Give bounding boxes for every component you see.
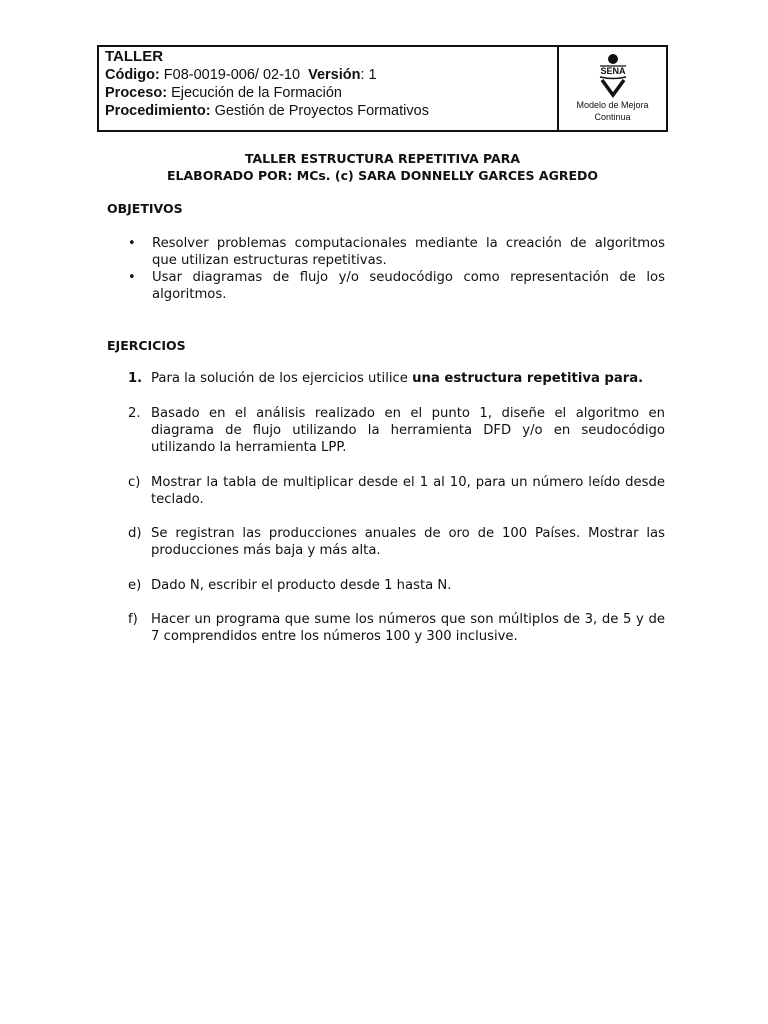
ejercicio-number: 1. bbox=[128, 371, 143, 386]
ejercicios-heading: EJERCICIOS bbox=[107, 338, 186, 353]
bullet-icon: • bbox=[128, 270, 136, 285]
procedimiento-value: Gestión de Proyectos Formativos bbox=[210, 103, 429, 119]
ejercicio-emphasis: una estructura repetitiva para. bbox=[412, 371, 644, 386]
ejercicio-item bbox=[128, 525, 665, 559]
proceso-value: Ejecución de la Formación bbox=[167, 85, 342, 101]
ejercicio-text: Para la solución de los ejercicios utilice una estructura repetitiva para. bbox=[151, 371, 644, 386]
version-value: : 1 bbox=[360, 67, 377, 83]
ejercicio-item bbox=[128, 577, 665, 594]
ejercicio-number: 2. bbox=[128, 406, 141, 421]
ejercicio-number: d) bbox=[128, 526, 142, 541]
objetivos-heading: OBJETIVOS bbox=[107, 201, 183, 216]
header-info bbox=[99, 47, 559, 130]
codigo-label: Código: bbox=[105, 67, 160, 83]
ejercicio-text: Basado en el análisis realizado en el punto 1, diseñe el algoritmo en diagrama de flujo utilizando la herramienta DFD y/o en seudocódigo utilizando la herramienta LPP. bbox=[151, 406, 665, 455]
objetivo-item bbox=[128, 235, 665, 269]
logo-cell bbox=[559, 47, 666, 130]
objetivo-item bbox=[128, 269, 665, 303]
document-title bbox=[97, 150, 668, 184]
ejercicio-number: f) bbox=[128, 612, 138, 627]
ejercicio-item bbox=[128, 474, 665, 508]
procedimiento-label: Procedimiento: bbox=[105, 103, 211, 119]
objetivo-text: Usar diagramas de flujo y/o seudocódigo como representación de los algoritmos. bbox=[152, 270, 665, 302]
codigo-value: F08-0019-006/ 02-10 bbox=[159, 67, 301, 83]
ejercicio-text: Hacer un programa que sume los números que son múltiplos de 3, de 5 y de 7 comprendidos entre los números 100 y 300 inclusive. bbox=[151, 612, 665, 644]
ejercicio-number: c) bbox=[128, 475, 141, 490]
ejercicio-text: Dado N, escribir el producto desde 1 hasta N. bbox=[151, 578, 452, 593]
title-line-1: TALLER ESTRUCTURA REPETITIVA PARA bbox=[244, 151, 521, 166]
sena-logo-icon bbox=[588, 50, 638, 98]
ejercicio-item bbox=[128, 370, 665, 387]
logo-caption-line-1: Modelo de Mejora bbox=[576, 100, 649, 110]
ejercicio-item bbox=[128, 405, 665, 456]
ejercicio-text: Mostrar la tabla de multiplicar desde el 1 al 10, para un número leído desde teclado. bbox=[151, 475, 665, 507]
logo-caption-line-2: Continua bbox=[594, 112, 631, 122]
ejercicio-number: e) bbox=[128, 578, 142, 593]
ejercicio-text: Se registran las producciones anuales de oro de 100 Países. Mostrar las producciones más baja y más alta. bbox=[151, 526, 665, 558]
objetivo-text: Resolver problemas computacionales mediante la creación de algoritmos que utilizan estructuras repetitivas. bbox=[152, 236, 665, 268]
bullet-icon: • bbox=[128, 236, 136, 251]
title-line-2: ELABORADO POR: MCs. (c) SARA DONNELLY GARCES AGREDO bbox=[167, 168, 598, 183]
procedimiento-row bbox=[105, 102, 551, 120]
proceso-row bbox=[105, 84, 551, 102]
ejercicio-item bbox=[128, 611, 665, 645]
codigo-row bbox=[105, 66, 551, 84]
logo-caption bbox=[576, 99, 648, 123]
svg-text:SENA: SENA bbox=[599, 66, 626, 76]
header-title: TALLER bbox=[105, 48, 164, 65]
proceso-label: Proceso: bbox=[105, 85, 168, 101]
version-label: Versión bbox=[308, 67, 361, 83]
document-header bbox=[97, 45, 668, 132]
